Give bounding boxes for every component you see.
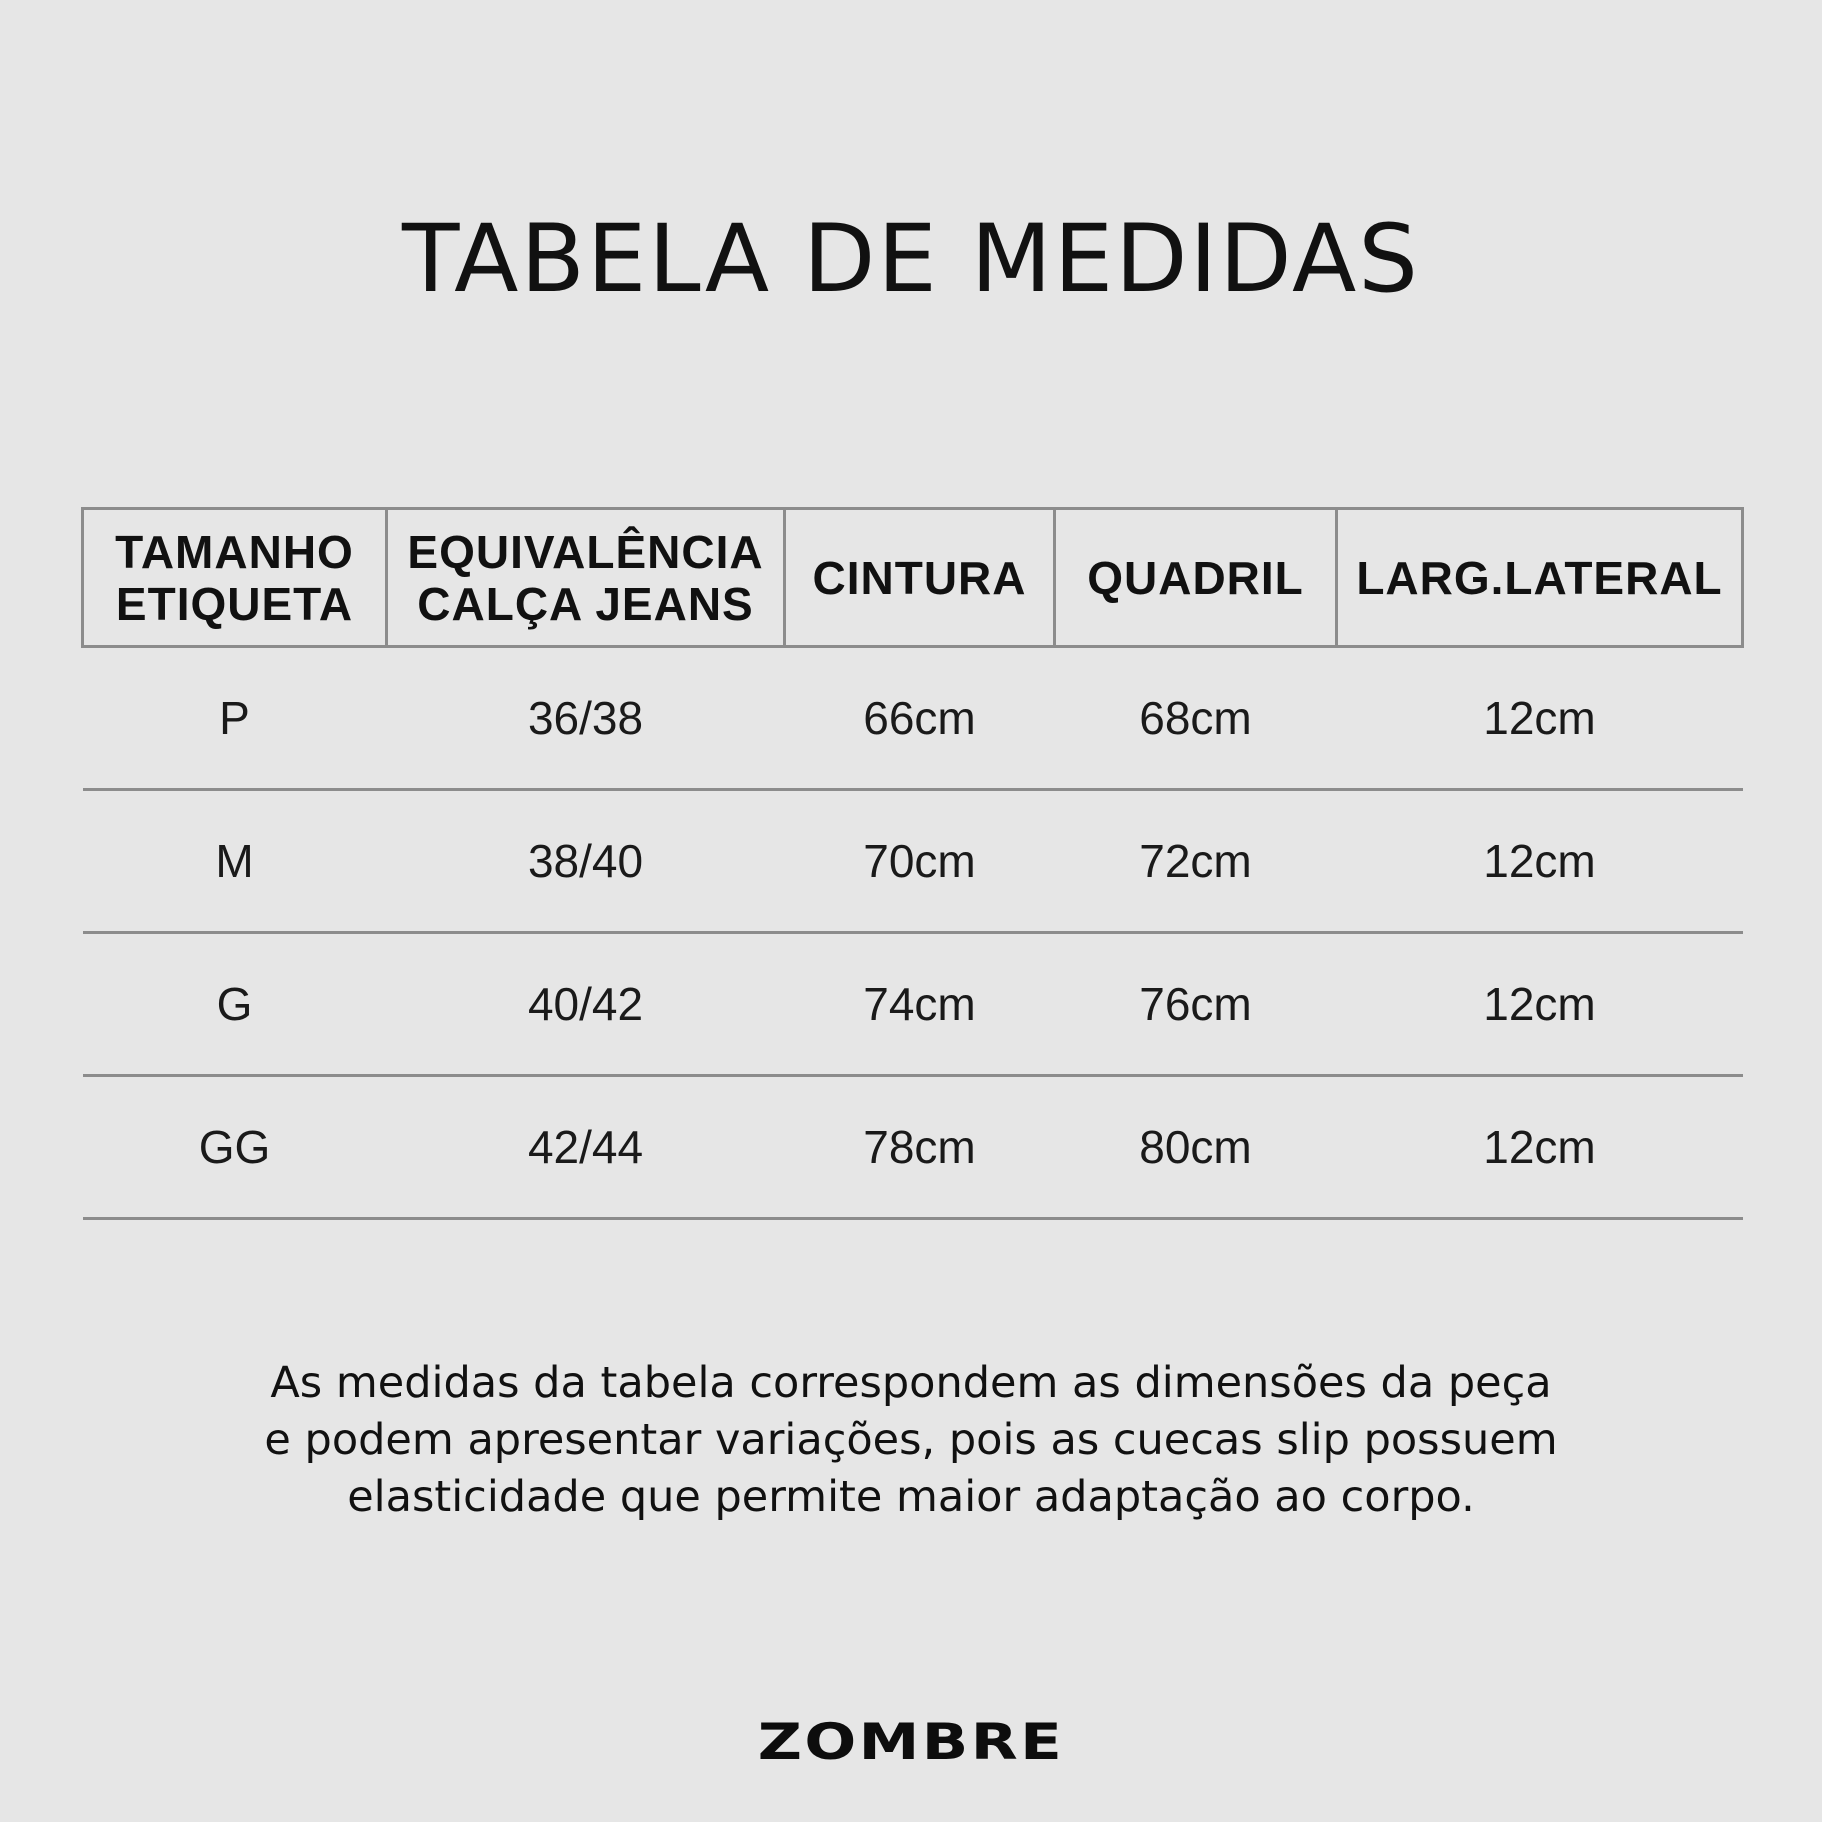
header-equivalencia-calca-jeans [387, 509, 785, 647]
table-cell: M [83, 790, 387, 933]
table-cell: G [83, 933, 387, 1076]
table-row [83, 790, 1743, 933]
table-cell: 12cm [1337, 933, 1743, 1076]
note-line: As medidas da tabela correspondem as dimensões da peça [270, 1358, 1552, 1408]
header-line: TAMANHO [115, 525, 354, 578]
size-table [81, 507, 1744, 1220]
header-quadril [1055, 509, 1337, 647]
table-cell: 76cm [1055, 933, 1337, 1076]
header-line: LARG.LATERAL [1356, 551, 1723, 604]
table-cell: 78cm [785, 1076, 1055, 1219]
table-cell: 72cm [1055, 790, 1337, 933]
table-cell: 12cm [1337, 647, 1743, 790]
page-title: TABELA DE MEDIDAS [402, 205, 1420, 314]
note-line: e podem apresentar variações, pois as cuecas slip possuem [264, 1415, 1558, 1465]
table-row [83, 933, 1743, 1076]
table-cell: P [83, 647, 387, 790]
header-larg-lateral [1337, 509, 1743, 647]
table-row [83, 1076, 1743, 1219]
header-tamanho-etiqueta [83, 509, 387, 647]
header-line: QUADRIL [1087, 551, 1304, 604]
table-cell: 36/38 [387, 647, 785, 790]
table-cell: 42/44 [387, 1076, 785, 1219]
header-line: EQUIVALÊNCIA [407, 525, 764, 578]
table-cell: 12cm [1337, 790, 1743, 933]
note-line: elasticidade que permite maior adaptação ao corpo. [347, 1472, 1475, 1522]
table-cell: 38/40 [387, 790, 785, 933]
table-header-row [83, 509, 1743, 647]
table-row [83, 647, 1743, 790]
table-cell: 68cm [1055, 647, 1337, 790]
disclaimer-note [0, 1355, 1822, 1526]
table-cell: 66cm [785, 647, 1055, 790]
header-cintura [785, 509, 1055, 647]
table-cell: 40/42 [387, 933, 785, 1076]
header-line: ETIQUETA [115, 577, 354, 630]
header-line: CINTURA [812, 551, 1027, 604]
table-cell: 70cm [785, 790, 1055, 933]
table-cell: GG [83, 1076, 387, 1219]
table-cell: 80cm [1055, 1076, 1337, 1219]
table-cell: 74cm [785, 933, 1055, 1076]
header-line: CALÇA JEANS [417, 577, 754, 630]
table-cell: 12cm [1337, 1076, 1743, 1219]
brand-logo: ZOMBRE [757, 1713, 1065, 1771]
